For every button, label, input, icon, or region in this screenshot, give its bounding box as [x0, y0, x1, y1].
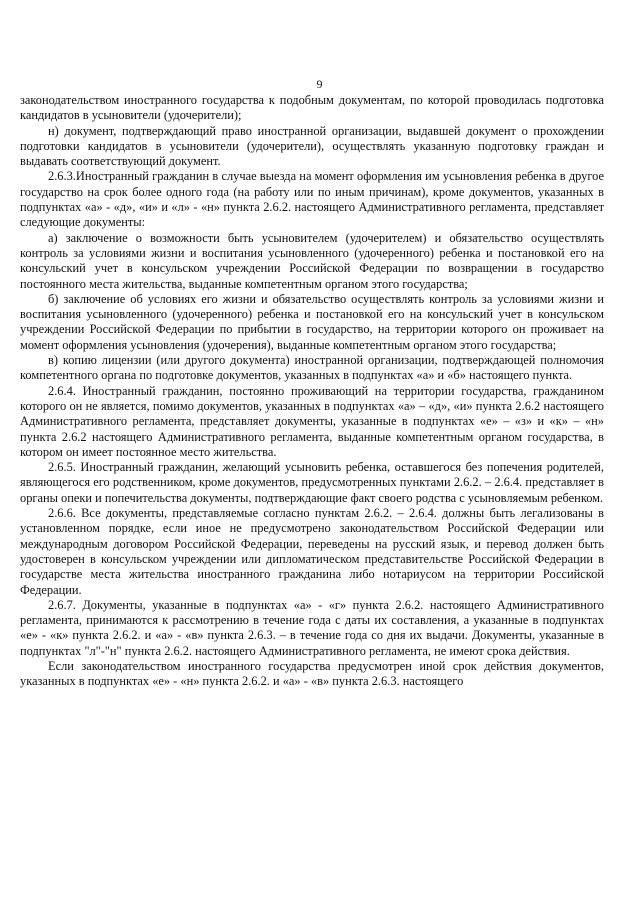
- paragraph-validity-term: Если законодательством иностранного государства предусмотрен иной срок действия документов, указанных в подпунктах «е» - «н» пункта 2.6.2. и «а» - «в» пункта 2.6.3. настоящего: [20, 658, 604, 689]
- paragraph-2-6-7: 2.6.7. Документы, указанные в подпунктах «а» - «г» пункта 2.6.2. настоящего Административного регламента, принимаются к рассмотрению в течение года с даты их составления, а указанные в подпунктах «е» - «к» пункта 2.6.2. и «а» - «в» пункта 2.6.3. – в течение года со дня их выдачи. Документы, указанные в подпунктах "л"-"н" пункта 2.6.2. настоящего Административного регламента, не имеют срока действия.: [20, 597, 604, 658]
- paragraph-item-a: а) заключение о возможности быть усыновителем (удочерителем) и обязательство осуществлять контроль за условиями жизни и воспитания усыновленного (удочеренного) ребенка и постановкой его на консульский учет в консульском учреждении Российской Федерации по возвращении в государство постоянного места жительства, выданные компетентным органом этого государства;: [20, 230, 604, 291]
- paragraph-item-n: н) документ, подтверждающий право иностранной организации, выдавшей документ о прохождении подготовки кандидатов в усыновители (удочерители), осуществлять указанную подготовку граждан и выдавать соответствующий документ.: [20, 123, 604, 169]
- document-body: [20, 93, 604, 690]
- paragraph-item-b: б) заключение об условиях его жизни и обязательство осуществлять контроль за условиями жизни и воспитания усыновленного (удочеренного) ребенка и постановкой его на консульский учет в консульском учреждении Российской Федерации по прибытии в государство, на территории которого он проживает на момент оформления усыновления (удочерения), выданные компетентным органом этого государства;: [20, 291, 604, 352]
- paragraph-2-6-4: 2.6.4. Иностранный гражданин, постоянно проживающий на территории государства, гражданином которого он не является, помимо документов, указанных в подпунктах «а» – «д», «и» пункта 2.6.2 настоящего Административного регламента, представляет документы, указанные в подпунктах «е» – «з» и «к» – «н» пункта 2.6.2 настоящего Административного регламента, выданные компетентным органом государства, в котором он имеет постоянное место жительства.: [20, 383, 604, 459]
- paragraph-2-6-5: 2.6.5. Иностранный гражданин, желающий усыновить ребенка, оставшегося без попечения родителей, являющегося его родственником, кроме документов, предусмотренных пунктами 2.6.2. – 2.6.4. представляет в органы опеки и попечительства документы, подтверждающие факт своего родства с усыновляемым ребенком.: [20, 460, 604, 505]
- paragraph-continued: законодательством иностранного государства к подобным документам, по которой проводилась подготовка кандидатов в усыновители (удочерители);: [20, 93, 604, 123]
- paragraph-2-6-3: 2.6.3.Иностранный гражданин в случае выезда на момент оформления им усыновления ребенка в другое государство на срок более одного года (на работу или по иным причинам), кроме документов, указанных в подпунктах «а» - «д», «и» и «л» - «н» пункта 2.6.2. настоящего Административного регламента, представляет следующие документы:: [20, 169, 604, 230]
- paragraph-item-v: в) копию лицензии (или другого документа) иностранной организации, подтверждающей полномочия компетентного органа по подготовке документов, указанных в подпунктах «а» и «б» настоящего пункта.: [20, 353, 604, 383]
- paragraph-2-6-6: 2.6.6. Все документы, представляемые согласно пунктам 2.6.2. – 2.6.4. должны быть легализованы в установленном порядке, если иное не предусмотрено законодательством Российской Федерации или международным договором Российской Федерации, переведены на русский язык, и перевод должен быть удостоверен в консульском учреждении или дипломатическом представительстве Российской Федерации в государстве места жительства иностранного гражданина либо нотариусом на территории Российской Федерации.: [20, 506, 604, 597]
- page-number: 9: [316, 77, 323, 91]
